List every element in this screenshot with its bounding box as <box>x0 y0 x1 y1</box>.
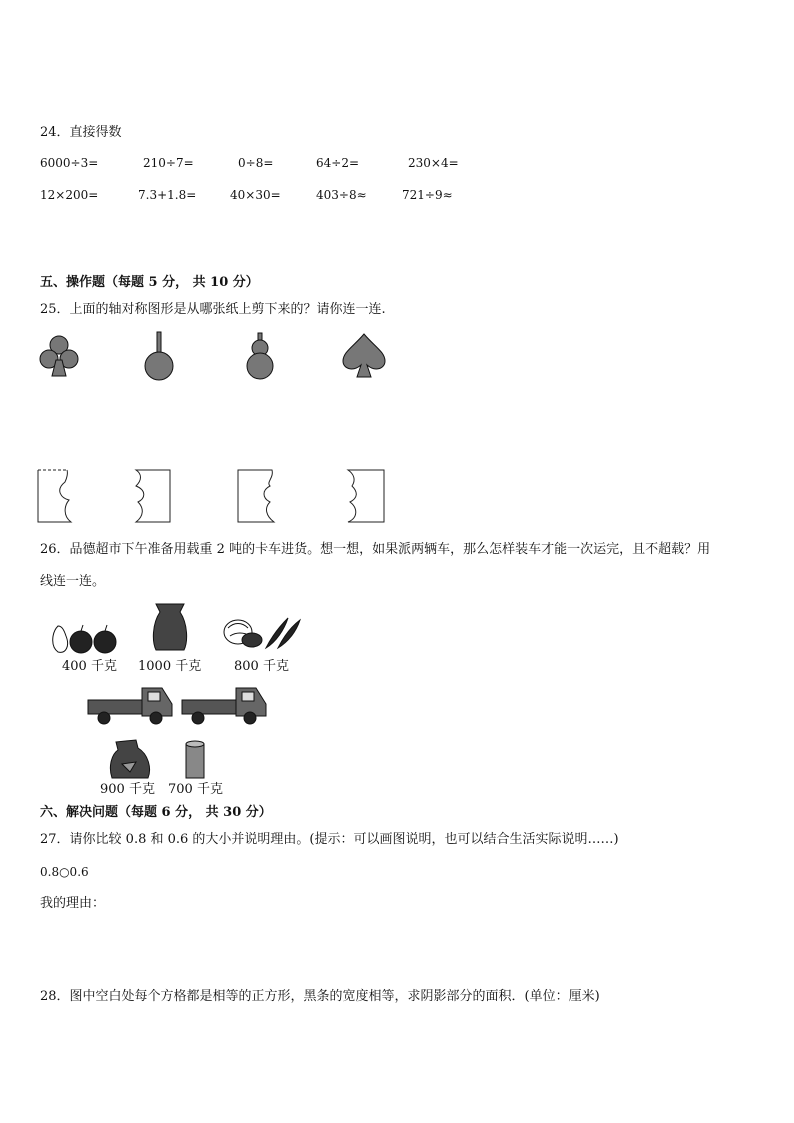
spade-icon <box>340 332 388 380</box>
fruit-weight: 400 千克 <box>62 659 117 674</box>
q24-title: 24．直接得数 <box>40 125 122 140</box>
q27-reason: 我的理由： <box>40 896 106 911</box>
bag-weight: 900 千克 <box>100 782 155 797</box>
q24-r1-c1: 6000÷3= <box>40 156 99 170</box>
paper-cutout-4 <box>346 468 388 524</box>
q27-compare: 0.8○0.6 <box>40 865 89 879</box>
q25-text: 25．上面的轴对称图形是从哪张纸上剪下来的？请你连一连. <box>40 302 386 317</box>
q26-line1: 26．品德超市下午准备用载重 2 吨的卡车进货。想一想，如果派两辆车，那么怎样装车才能一次运完，且不超载？用 <box>40 542 711 557</box>
vegetables-icon <box>222 612 302 652</box>
bag-icon <box>108 738 154 780</box>
q24-r2-c5: 721÷9≈ <box>402 188 453 202</box>
can-weight: 700 千克 <box>168 782 223 797</box>
q24-r2-c1: 12×200= <box>40 188 99 202</box>
paper-cutout-3 <box>236 468 278 524</box>
q24-r1-c3: 0÷8= <box>238 156 274 170</box>
q24-r2-c2: 7.3+1.8= <box>138 188 197 202</box>
q27-text: 27．请你比较 0.8 和 0.6 的大小并说明理由。(提示：可以画图说明，也可以结合生活实际说明……) <box>40 832 619 847</box>
fruit-icon <box>48 620 120 656</box>
racket-icon <box>140 330 180 382</box>
club-icon <box>36 334 86 380</box>
paper-cutout-1 <box>37 468 77 524</box>
paper-cutout-2 <box>132 468 174 524</box>
gourd-icon <box>243 332 277 382</box>
q24-r2-c3: 40×30= <box>230 188 281 202</box>
can-icon <box>184 740 208 780</box>
q24-r1-c4: 64÷2= <box>316 156 360 170</box>
truck-icon <box>86 682 176 726</box>
vegetables-weight: 800 千克 <box>234 659 289 674</box>
q26-line2: 线连一连。 <box>40 574 106 589</box>
sack-icon <box>150 602 190 652</box>
q24-r2-c4: 403÷8≈ <box>316 188 367 202</box>
q24-r1-c5: 230×4= <box>408 156 459 170</box>
truck-icon <box>180 682 270 726</box>
section6-title: 六、解决问题（每题 6 分， 共 30 分） <box>40 805 272 820</box>
sack-weight: 1000 千克 <box>138 659 202 674</box>
q28-text: 28．图中空白处每个方格都是相等的正方形，黑条的宽度相等，求阴影部分的面积．(单位：厘米) <box>40 989 600 1004</box>
q24-r1-c2: 210÷7= <box>143 156 194 170</box>
section5-title: 五、操作题（每题 5 分， 共 10 分） <box>40 275 259 290</box>
